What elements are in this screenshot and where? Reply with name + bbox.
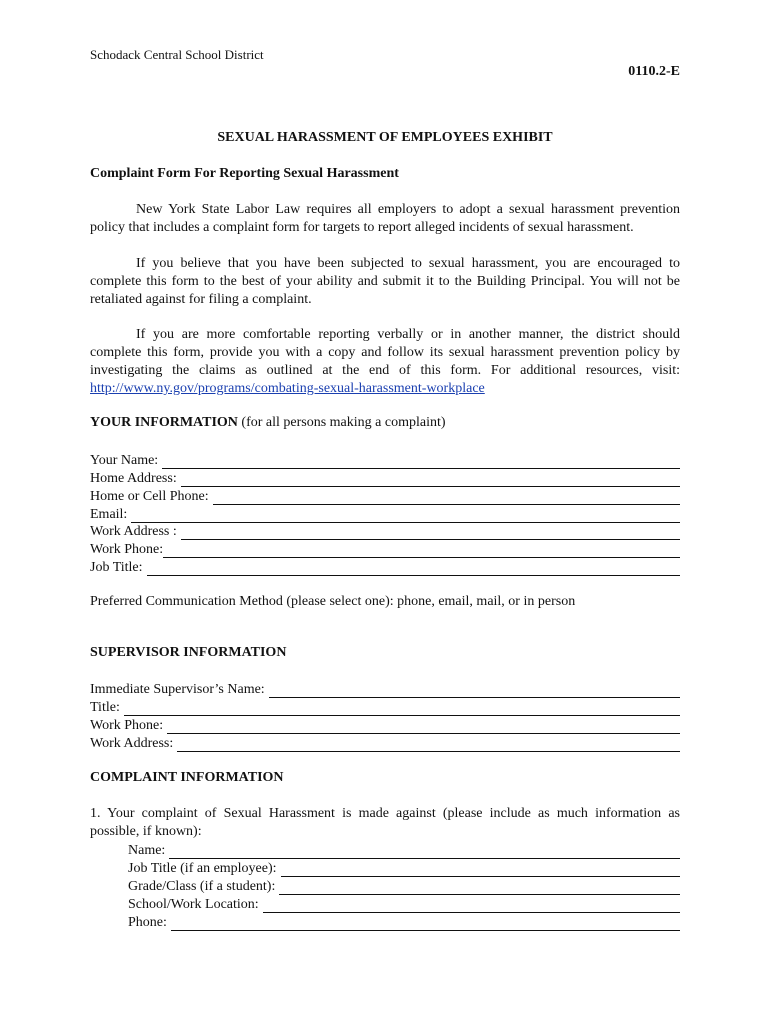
accused-name-label: Name: bbox=[128, 843, 166, 858]
supervisor-title-label: Title: bbox=[90, 700, 120, 715]
resources-link[interactable]: http://www.ny.gov/programs/combating-sexual-harassment-workplace bbox=[90, 381, 485, 396]
home-address-input-line[interactable] bbox=[181, 473, 680, 487]
accused-location-input-line[interactable] bbox=[263, 899, 680, 913]
supervisor-address-input-line[interactable] bbox=[177, 738, 680, 752]
supervisor-name-input-line[interactable] bbox=[269, 684, 680, 698]
phone-field bbox=[90, 487, 680, 505]
district-name: Schodack Central School District bbox=[90, 47, 264, 62]
supervisor-phone-field bbox=[90, 716, 680, 734]
intro-paragraph-3 bbox=[90, 326, 680, 398]
email-input-line[interactable] bbox=[131, 509, 680, 523]
accused-job-title-label: Job Title (if an employee): bbox=[128, 861, 277, 876]
accused-location-field bbox=[128, 895, 680, 913]
supervisor-title-field bbox=[90, 698, 680, 716]
supervisor-title-input-line[interactable] bbox=[124, 702, 680, 716]
supervisor-phone-label: Work Phone: bbox=[90, 718, 164, 733]
supervisor-address-field bbox=[90, 734, 680, 752]
accused-job-title-field bbox=[128, 859, 680, 877]
job-title-input-line[interactable] bbox=[147, 562, 680, 576]
accused-name-input-line[interactable] bbox=[169, 845, 680, 859]
intro-paragraph-2 bbox=[90, 255, 680, 309]
email-field bbox=[90, 505, 680, 523]
intro-paragraph-1 bbox=[90, 201, 680, 237]
preferred-communication: Preferred Communication Method (please select one): phone, email, mail, or in person bbox=[90, 594, 576, 609]
phone-label: Home or Cell Phone: bbox=[90, 489, 209, 504]
accused-grade-field bbox=[128, 877, 680, 895]
supervisor-name-label: Immediate Supervisor’s Name: bbox=[90, 682, 265, 697]
intro-paragraph-3-text: If you are more comfortable reporting verbally or in another manner, the district should complete this form, provide you with a copy and follow its sexual harassment prevention policy by investigating the claims as outlined at the end of this form. For additional resources, visit: bbox=[90, 327, 680, 378]
accused-phone-label: Phone: bbox=[128, 915, 167, 930]
complaint-heading: COMPLAINT INFORMATION bbox=[90, 770, 284, 785]
accused-location-label: School/Work Location: bbox=[128, 897, 259, 912]
accused-phone-field bbox=[128, 913, 680, 931]
intro-paragraph-2-text: If you believe that you have been subjected to sexual harassment, you are encouraged to complete this form to the best of your ability and submit it to the Building Principal. You will not be retaliated against for filing a complaint. bbox=[90, 256, 680, 307]
work-address-label: Work Address : bbox=[90, 524, 177, 539]
home-address-field bbox=[90, 469, 680, 487]
supervisor-phone-input-line[interactable] bbox=[167, 720, 680, 734]
job-title-label: Job Title: bbox=[90, 560, 143, 575]
supervisor-heading: SUPERVISOR INFORMATION bbox=[90, 645, 287, 660]
accused-job-title-input-line[interactable] bbox=[281, 863, 680, 877]
work-address-input-line[interactable] bbox=[181, 526, 680, 540]
document-title: SEXUAL HARASSMENT OF EMPLOYEES EXHIBIT bbox=[217, 130, 553, 145]
accused-grade-label: Grade/Class (if a student): bbox=[128, 879, 276, 894]
work-phone-field bbox=[90, 540, 680, 558]
form-subtitle: Complaint Form For Reporting Sexual Harassment bbox=[90, 166, 399, 181]
accused-grade-input-line[interactable] bbox=[279, 881, 680, 895]
accused-name-field bbox=[128, 841, 680, 859]
work-phone-input-line[interactable] bbox=[163, 544, 680, 558]
work-address-field bbox=[90, 522, 680, 540]
job-title-field bbox=[90, 558, 680, 576]
your-name-field bbox=[90, 451, 680, 469]
policy-code: 0110.2-E bbox=[628, 64, 680, 79]
your-information-heading bbox=[90, 415, 446, 431]
supervisor-address-label: Work Address: bbox=[90, 736, 174, 751]
home-address-label: Home Address: bbox=[90, 471, 177, 486]
your-information-note: (for all persons making a complaint) bbox=[237, 415, 446, 430]
your-information-heading-text: YOUR INFORMATION bbox=[90, 415, 238, 430]
email-label: Email: bbox=[90, 507, 128, 522]
your-name-label: Your Name: bbox=[90, 453, 159, 468]
work-phone-label: Work Phone: bbox=[90, 542, 164, 557]
accused-phone-input-line[interactable] bbox=[171, 917, 680, 931]
phone-input-line[interactable] bbox=[213, 491, 680, 505]
supervisor-name-field bbox=[90, 680, 680, 698]
complaint-question-1: 1. Your complaint of Sexual Harassment is made against (please include as much information as possible, if known): bbox=[90, 806, 680, 839]
your-name-input-line[interactable] bbox=[162, 455, 680, 469]
intro-paragraph-1-text: New York State Labor Law requires all employers to adopt a sexual harassment prevention policy that includes a complaint form for targets to report alleged incidents of sexual harassment. bbox=[90, 202, 680, 235]
